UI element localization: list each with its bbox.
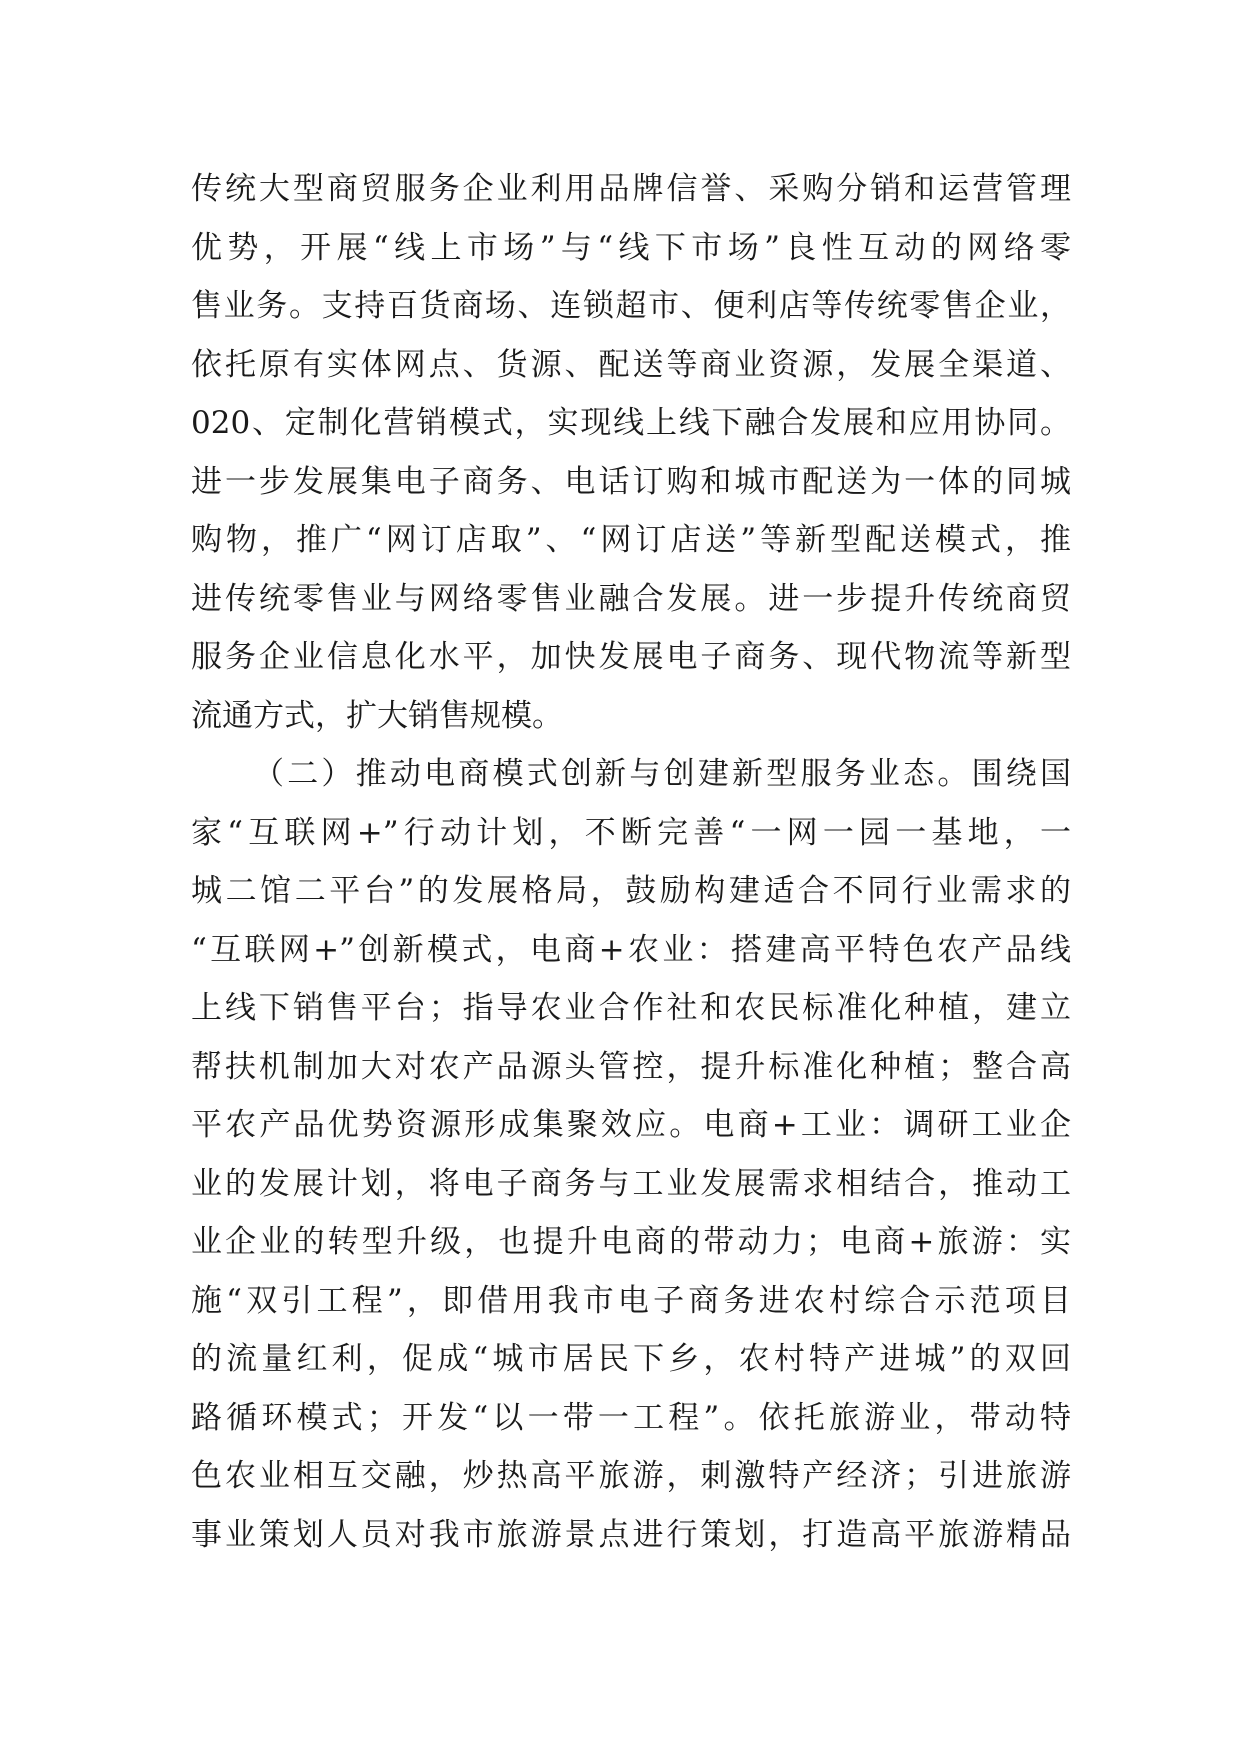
text-line-19: 业企业的转型升级，也提升电商的带动力；电商+旅游：实 bbox=[191, 1224, 1071, 1260]
text-line-14: “互联网+”创新模式，电商+农业：搭建高平特色农产品线 bbox=[191, 931, 1071, 968]
text-line-2: 优势，开展“线上市场”与“线下市场”良性互动的网络零 bbox=[191, 229, 1071, 266]
text-line-6: 进一步发展集电子商务、电话订购和城市配送为一体的同城 bbox=[191, 463, 1071, 500]
text-line-3: 售业务。支持百货商场、连锁超市、便利店等传统零售企业， bbox=[191, 288, 1071, 324]
text-line-23: 色农业相互交融，炒热高平旅游，刺激特产经济；引进旅游 bbox=[191, 1458, 1071, 1494]
text-line-13: 城二馆二平台”的发展格局，鼓励构建适合不同行业需求的 bbox=[191, 873, 1071, 909]
text-line-8: 进传统零售业与网络零售业融合发展。进一步提升传统商贸 bbox=[191, 580, 1071, 617]
body-text bbox=[191, 160, 1071, 1564]
text-line-22: 路循环模式；开发“以一带一工程”。依托旅游业，带动特 bbox=[191, 1399, 1071, 1436]
text-line-1: 传统大型商贸服务企业利用品牌信誉、采购分销和运营管理 bbox=[191, 171, 1071, 207]
text-line-15: 上线下销售平台；指导农业合作社和农民标准化种植，建立 bbox=[191, 990, 1071, 1026]
text-line-18: 业的发展计划，将电子商务与工业发展需求相结合，推动工 bbox=[191, 1165, 1071, 1202]
section-heading-line: （二）推动电商模式创新与创建新型服务业态。围绕国 bbox=[253, 756, 1071, 792]
text-line-24: 事业策划人员对我市旅游景点进行策划，打造高平旅游精品 bbox=[191, 1516, 1071, 1553]
text-line-5: 020、定制化营销模式，实现线上线下融合发展和应用协同。 bbox=[191, 405, 1071, 441]
text-line-20: 施“双引工程”，即借用我市电子商务进农村综合示范项目 bbox=[191, 1282, 1071, 1319]
text-line-9: 服务企业信息化水平，加快发展电子商务、现代物流等新型 bbox=[191, 639, 1071, 675]
text-line-4: 依托原有实体网点、货源、配送等商业资源，发展全渠道、 bbox=[191, 346, 1071, 383]
text-line-21: 的流量红利，促成“城市居民下乡，农村特产进城”的双回 bbox=[191, 1341, 1071, 1377]
text-line-16: 帮扶机制加大对农产品源头管控，提升标准化种植；整合高 bbox=[191, 1048, 1071, 1085]
text-line-17: 平农产品优势资源形成集聚效应。电商+工业：调研工业企 bbox=[191, 1107, 1071, 1143]
text-line-12: 家“互联网+”行动计划，不断完善“一网一园一基地，一 bbox=[191, 814, 1071, 851]
text-line-10: 流通方式，扩大销售规模。 bbox=[191, 697, 563, 734]
text-line-7: 购物，推广“网订店取”、“网订店送”等新型配送模式，推 bbox=[191, 522, 1071, 558]
